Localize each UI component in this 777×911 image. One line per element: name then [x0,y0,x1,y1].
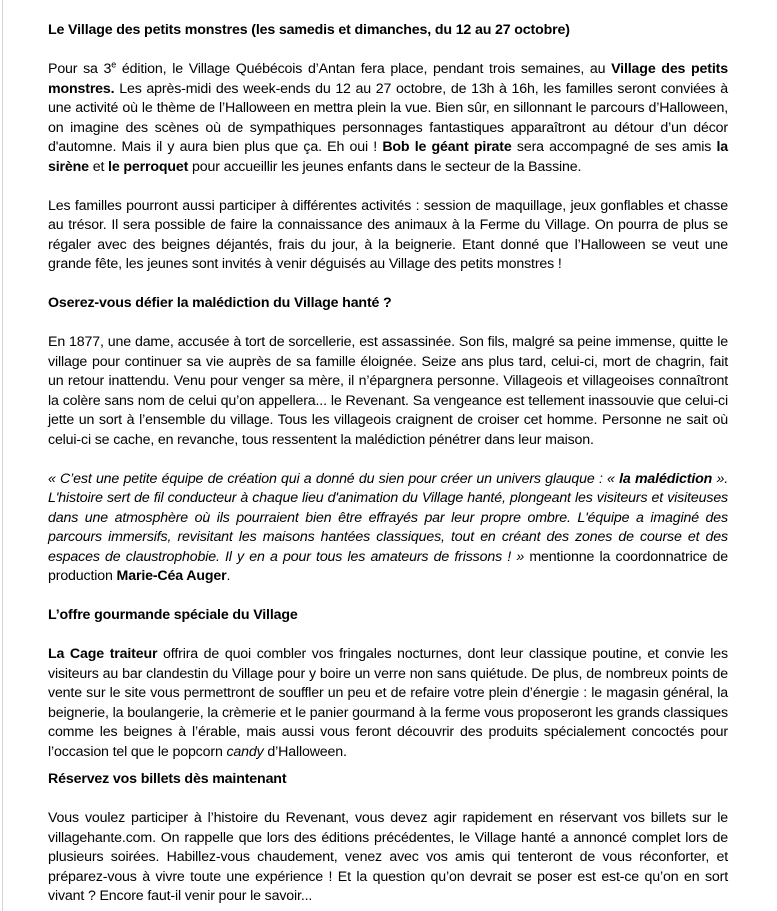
text-run: d’Halloween. [263,743,347,760]
superscript: e [111,59,117,70]
spacer [48,587,728,607]
paragraph-malediction-citation [48,470,728,587]
spacer [48,762,728,770]
section-heading-petits-monstres: Le Village des petits monstres (les samedis et dimanches, du 12 au 27 octobre) [48,22,570,38]
italic-candy: candy [226,743,264,760]
spacer [48,41,728,61]
text-run: ». L'histoire sert de fil conducteur à chaque lieu d'animation du Village hanté, plongeant les visiteurs et visiteuses dans une atmosphère où ils pourraient bien être effrayés par leur propre ombre. L'équipe a imaginé des parcours immersifs, revisitant les maisons hantées classiques, tout en créant des zones de course et des espaces de claustrophobie. Il y en a pour tous les amateurs de frissons ! » [48,470,728,565]
bold-la-sirene: la sirène [48,139,729,175]
spacer [48,790,728,810]
paragraph-reservez: Vous voulez participer à l’histoire du Revenant, vous devez agir rapidement en réservant vos billets sur le villagehante.com. On rappelle que lors des éditions précédentes, le Village hanté a annoncé complet lors de plusieurs soirées. Habillez-vous chaudement, venez avec vos amis qui tenteront de vous réconforter, et préparez-vous à vivre toute une expérience ! Et la question qu’on devrait se poser est est-ce qu’on en sort vivant ? Encore faut-il venir pour le savoir... [48,810,728,904]
section-heading-offre-gourmande: L’offre gourmande spéciale du Village [48,607,298,623]
bold-bob-le-geant-pirate: Bob le géant pirate [382,139,512,155]
text-run: Les après-midi des week-ends du 12 au 27 octobre, de 13h à 16h, les familles seront conviées à une activité où le thème de l’Halloween en mettra plein la vue. Bien sûr, en sillonnant le parcours d’Halloween, on imagine des scènes où de sympathiques personnages fantastiques apparaîtront au détour d’un décor d'automne. Mais il y aura bien plus que ça. Eh oui ! [48,80,728,155]
spacer [48,450,728,470]
paragraph-malediction-histoire: En 1877, une dame, accusée à tort de sorcellerie, est assassinée. Son fils, malgré sa peine immense, quitte le village pour continuer sa vie auprès de sa famille éloignée. Seize ans plus tard, celui-ci, mort de chagrin, fait un retour inattendu. Venu pour venger sa mère, il n’épargnera personne. Villageois et villageoises connaîtront la colère sans nom de celui qu’on appellera... le Revenant. Sa vengeance est tellement inassouvie que celui-ci jette un sort à l’ensemble du village. Tous les villageois craignent de croiser cet homme. Personne ne sait où celui-ci se cache, en revanche, tous ressentent la malédiction pénétrer dans leur maison. [48,334,728,448]
spacer [48,177,728,197]
page-left-border [2,0,3,911]
bold-le-perroquet: le perroquet [108,158,189,175]
text-run: . [226,568,231,584]
document-body [48,21,728,907]
text-run: offrira de quoi combler vos fringales nocturnes, dont leur classique poutine, et convie les visiteurs au bar clandestin du Village pour y boire un verre non sans quiétude. De plus, de nombreux points de vente sur le site vous permettront de souffler un peu et de refaire votre plein d’énergie : le magasin général, la beignerie, la boulangerie, la crèmerie et le panier gourmand à la ferme vous proposeront les grands classiques comme les beignes à l’érable, mais aussi vous feront découvrir des produits spécialement concoctés pour l’occasion tel que le popcorn [48,646,728,760]
text-run: mentionne la coordonnatrice de production [48,548,728,584]
bold-la-cage-traiteur: La Cage traiteur [48,646,158,662]
text-run: édition, le Village Québécois d’Antan fera place, pendant trois semaines, au [116,61,612,77]
paragraph-petits-monstres-activites: Les familles pourront aussi participer à différentes activités : session de maquillage, jeux gonflables et chasse au trésor. Il sera possible de faire la connaissance des animaux à la Ferme du Village. On pourra de plus se régaler avec des beignes déjantés, frais du jour, à la beignerie. Etant donné que l’Halloween se veut une grande fête, les jeunes sont invités à venir déguisés au Village des petits monstres ! [48,197,728,272]
paragraph-offre-gourmande [48,645,728,762]
spacer [48,275,728,295]
bold-village-des-petits-monstres: Village des petits monstres. [48,61,728,97]
paragraph-petits-monstres-intro [48,60,728,177]
text-run: et [88,158,109,175]
section-heading-reservez: Réservez vos billets dès maintenant [48,771,287,787]
text-run: Pour sa 3 [48,61,112,77]
text-run: « C’est une petite équipe de création qui a donné du sien pour créer un univers glauque : « [48,470,620,487]
bold-la-malediction: la malédiction [619,470,713,487]
bold-person-name: Marie-Céa Auger [116,568,227,584]
spacer [48,314,728,334]
section-heading-malediction: Oserez-vous défier la malédiction du Village hanté ? [48,295,392,311]
text-run: pour accueillir les jeunes enfants dans le secteur de la Bassine. [188,158,582,175]
text-run: sera accompagné de ses amis [511,139,717,155]
spacer [48,626,728,646]
